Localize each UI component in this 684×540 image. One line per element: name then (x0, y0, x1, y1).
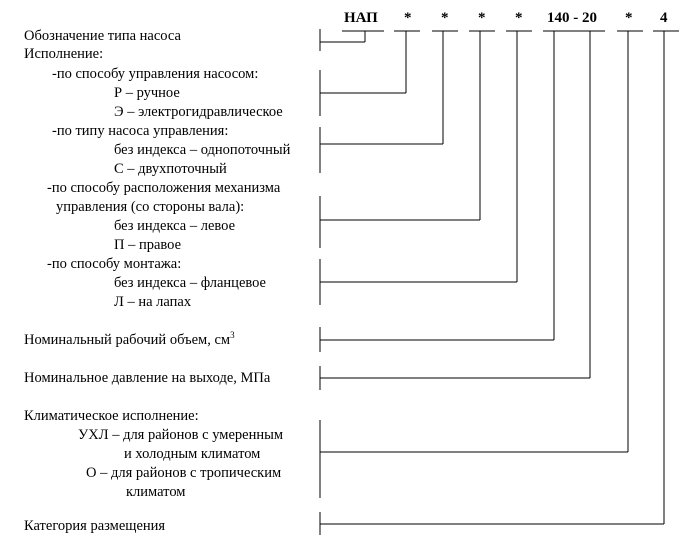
label-volume-sup: 3 (230, 330, 235, 341)
label-mount-flange: без индекса – фланцевое (114, 275, 266, 291)
label-climate-uhl-1: УХЛ – для районов с умеренным (78, 427, 284, 443)
label-volume-text: Номинальный рабочий объем, см (24, 332, 231, 348)
label-mech-right: П – правое (114, 237, 182, 253)
code-part-nap: НАП (344, 10, 378, 26)
code-part-climate: * (625, 10, 633, 26)
label-mech-location-1: -по способу расположения механизма (47, 180, 281, 196)
label-mounting: -по способу монтажа: (47, 256, 182, 272)
label-climate-o-2: климатом (126, 484, 186, 500)
label-execution: Исполнение: (24, 46, 104, 62)
label-control-electro: Э – электрогидравлическое (114, 104, 283, 120)
label-designation: Обозначение типа насоса (24, 28, 181, 44)
label-mech-location-2: управления (со стороны вала): (56, 199, 245, 215)
label-mech-left: без индекса – левое (114, 218, 235, 234)
code-part-pump-type: * (441, 10, 449, 26)
label-pump-type: -по типу насоса управления: (52, 123, 229, 139)
label-placement: Категория размещения (24, 518, 166, 534)
label-pump-single: без индекса – однопоточный (114, 142, 291, 158)
label-climate-o-1: О – для районов с тропическим (86, 465, 282, 481)
label-control-manual: Р – ручное (114, 85, 180, 101)
label-climate-uhl-2: и холодным климатом (124, 446, 261, 462)
label-pump-double: С – двухпоточный (114, 161, 227, 177)
label-climate: Климатическое исполнение: (24, 408, 199, 424)
label-mount-paws: Л – на лапах (114, 294, 192, 310)
label-control-method: -по способу управления насосом: (52, 66, 259, 82)
label-pressure: Номинальное давление на выходе, МПа (24, 370, 271, 386)
code-part-mounting: * (515, 10, 523, 26)
code-part-control: * (404, 10, 412, 26)
code-part-volume-pressure: 140 - 20 (547, 10, 597, 26)
code-part-mech-location: * (478, 10, 486, 26)
code-part-placement: 4 (660, 10, 668, 26)
